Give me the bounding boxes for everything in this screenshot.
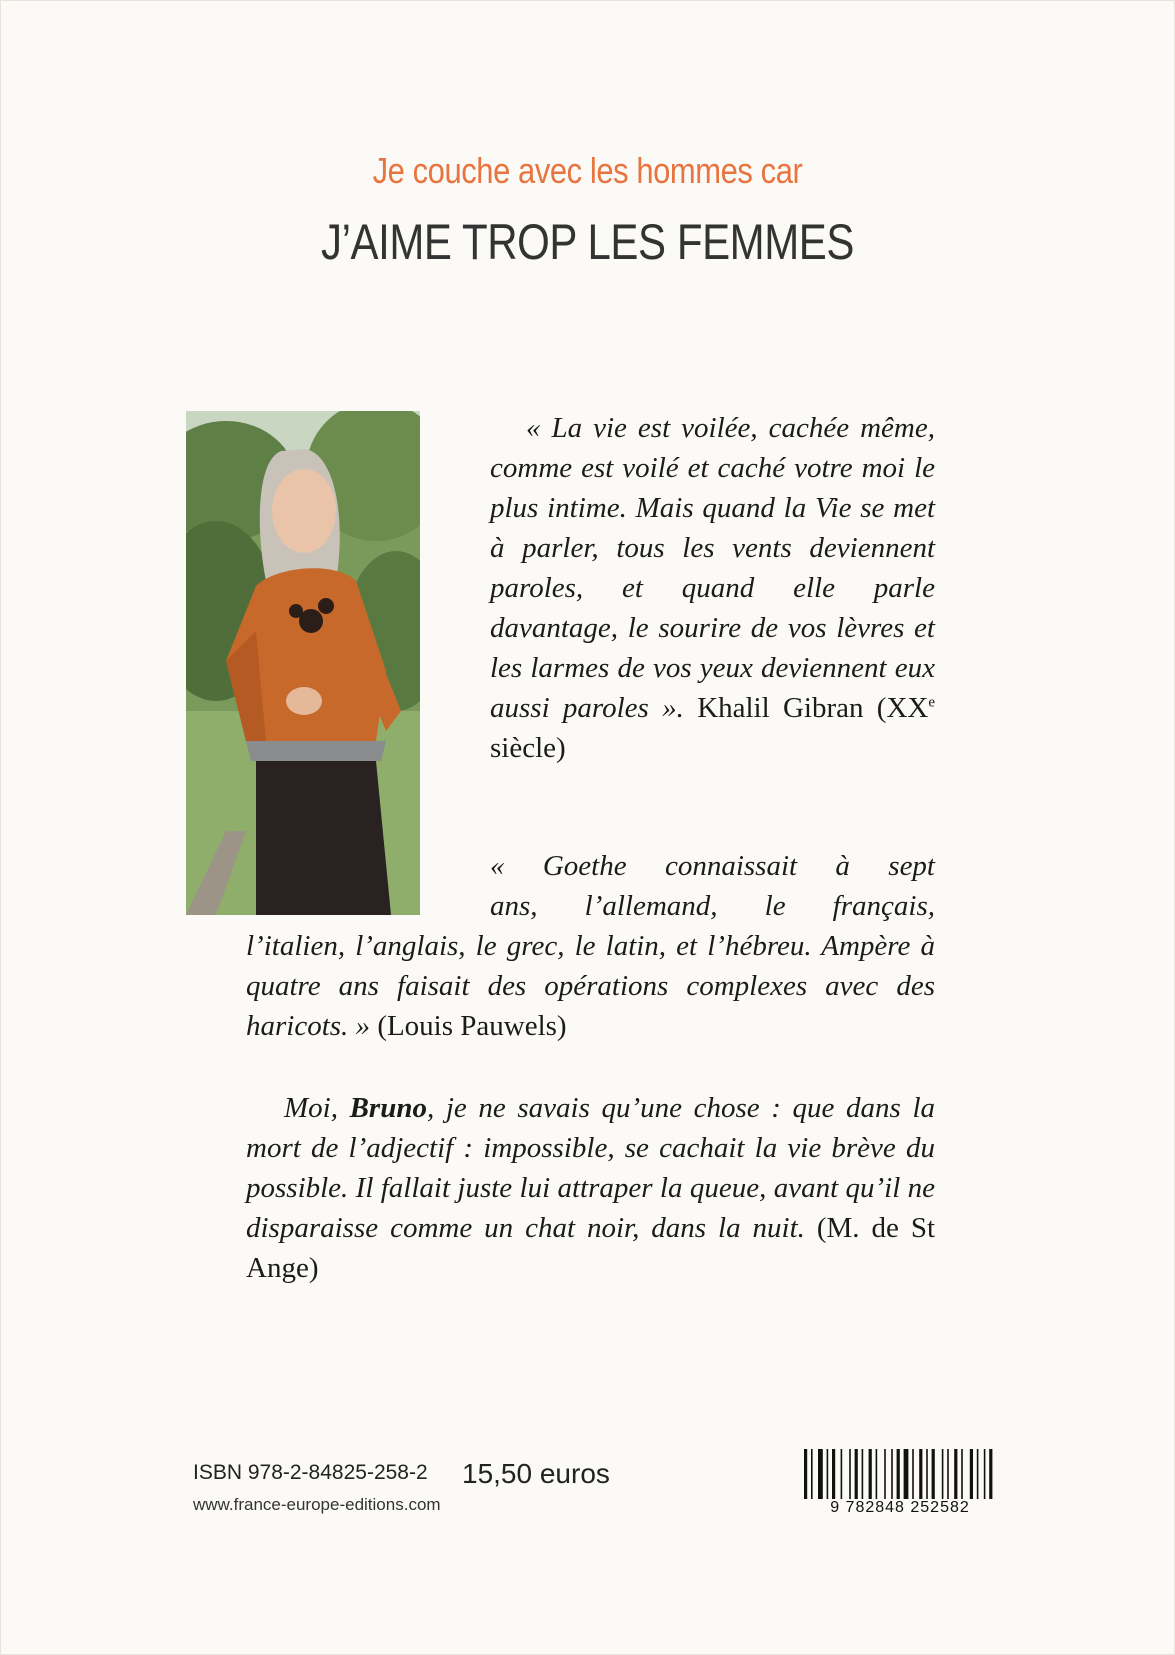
pauwels-quote-line1: « Goethe connaissait à sept <box>490 850 935 882</box>
barcode-bar <box>876 1449 878 1501</box>
isbn: ISBN 978-2-84825-258-2 <box>193 1461 428 1484</box>
barcode-bar <box>961 1449 963 1501</box>
book-subtitle: Je couche avec les hommes car <box>372 150 803 191</box>
barcode-bar <box>954 1449 957 1501</box>
pauwels-quote-author: (Louis Pauwels) <box>377 1010 567 1042</box>
barcode-bar <box>818 1449 823 1501</box>
barcode-bar <box>942 1449 944 1501</box>
st-ange-quote-name: Bruno <box>349 1092 427 1124</box>
gibran-quote <box>490 408 935 768</box>
barcode-bar <box>862 1449 864 1501</box>
barcode-bar <box>855 1449 858 1501</box>
barcode-bar <box>970 1449 973 1501</box>
barcode-bar <box>912 1449 914 1501</box>
barcode-bar <box>947 1449 949 1501</box>
barcode-bar <box>919 1449 922 1501</box>
pauwels-quote-text: l’italien, l’anglais, le grec, le latin, et l’hébreu. Ampère à quatre ans faisait des opérations complexes avec des haricots. » <box>246 930 935 1042</box>
barcode-bar <box>841 1449 843 1501</box>
barcode-bar <box>932 1449 935 1501</box>
barcode-digits: 9 782848 252582 <box>800 1499 1000 1517</box>
barcode-bar <box>904 1449 909 1501</box>
pauwels-quote-line2: ans, l’allemand, le français, <box>490 890 935 922</box>
st-ange-quote <box>246 1088 935 1288</box>
barcode-bar <box>984 1449 986 1501</box>
author-photo-illustration <box>186 411 420 915</box>
barcode-bar <box>891 1449 893 1501</box>
st-ange-quote-start: Moi, <box>284 1092 338 1124</box>
author-photo <box>186 411 420 915</box>
gibran-quote-author: Khalil Gibran (XX <box>697 692 929 724</box>
barcode-bar <box>884 1449 886 1501</box>
barcode-bar <box>849 1449 851 1501</box>
gibran-quote-author-end: siècle) <box>490 732 566 764</box>
century-superscript: e <box>928 694 935 711</box>
gibran-quote-text: « La vie est voilée, cachée même, comme est voilé et caché votre moi le plus intime. Mais quand la Vie se met à parler, tous les vents deviennent paroles, et quand elle parle davantage, le sourire de vos lèvres et les larmes de vos yeux deviennent eux aussi paroles ». <box>490 412 935 724</box>
publisher-website[interactable]: www.france-europe-editions.com <box>193 1495 441 1514</box>
st-ange-quote-author: (M. de St Ange) <box>246 1212 936 1284</box>
barcode-bar <box>827 1449 829 1501</box>
barcode-bar <box>869 1449 872 1501</box>
pauwels-quote <box>246 846 935 1046</box>
barcode-bar <box>977 1449 979 1501</box>
book-title: J’AIME TROP LES FEMMES <box>320 214 854 270</box>
barcode-bar <box>926 1449 928 1501</box>
st-ange-quote-text: , je ne savais qu’une chose : que dans la mort de l’adjectif : impossible, se cachait la vie brève du possible. Il fallait juste lui attraper la queue, avant qu’il ne disparaisse comme un chat noir, dans la nuit. <box>246 1092 936 1244</box>
barcode-bar <box>811 1449 813 1501</box>
barcode-bar <box>832 1449 835 1501</box>
price: 15,50 euros <box>462 1458 610 1489</box>
